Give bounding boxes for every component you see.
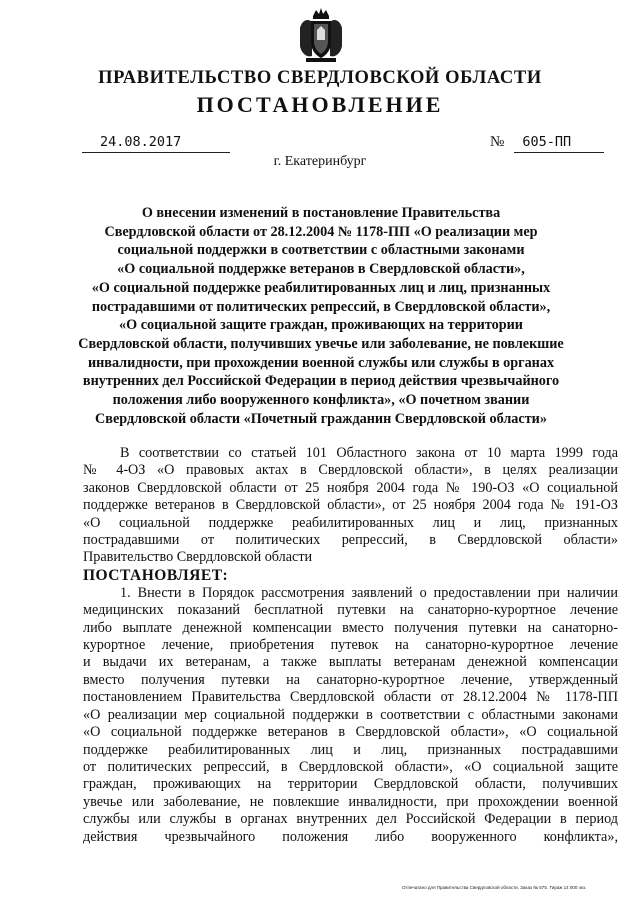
clause-line: поддержке реабилитированных лиц и лиц, признанных пострадавшими bbox=[83, 741, 618, 758]
organization-title: ПРАВИТЕЛЬСТВО СВЕРДЛОВСКОЙ ОБЛАСТИ bbox=[98, 68, 542, 88]
document-title bbox=[78, 204, 564, 428]
coat-of-arms-icon bbox=[296, 6, 346, 66]
title-line: социальной поддержки в соответствии с областными законами bbox=[117, 242, 525, 259]
title-line: положения либо вооруженного конфликта», «О почетном звании bbox=[112, 392, 530, 409]
clause-line: медицинских показаний бесплатной путевки на санаторно-курортное лечение bbox=[83, 602, 618, 619]
clause-line: и выдачи их ветеранам, а также выплаты ветеранам денежной компенсации bbox=[83, 654, 618, 671]
document-body bbox=[83, 445, 618, 846]
clause-line: курортное лечение, приобретения путевок на санаторно-курортное лечение bbox=[83, 637, 618, 654]
document-number: 605-ПП bbox=[514, 134, 604, 153]
title-line: инвалидности, при прохождении военной службы или службы в органах bbox=[87, 354, 555, 371]
clause-line: постановлением Правительства Свердловской области от 28.12.2004 № 1178-ПП bbox=[83, 689, 618, 706]
document-type: ПОСТАНОВЛЕНИЕ bbox=[196, 92, 444, 117]
number-sign: № bbox=[490, 134, 505, 150]
preamble-line: законов Свердловской области от 25 ноября 2004 года № 190-ОЗ «О социальной bbox=[83, 479, 618, 496]
preamble-line: В соответствии со статьей 101 Областного закона от 10 марта 1999 года bbox=[120, 445, 618, 461]
preamble-line: Правительство Свердловской области bbox=[83, 549, 313, 566]
title-line: Свердловской области «Почетный гражданин Свердловской области» bbox=[95, 410, 547, 427]
title-line: Свердловской области от 28.12.2004 № 1178-ПП «О реализации мер bbox=[104, 223, 538, 240]
title-line: внутренних дел Российской Федерации в период действия чрезвычайного bbox=[82, 373, 560, 390]
clause-line: либо выплате денежной компенсации вместо получения путевки на санаторно- bbox=[83, 619, 618, 636]
clause-line: увечье или заболевание, не повлекшие инвалидности, при прохождении военной bbox=[83, 793, 618, 810]
preamble-line: поддержке ветеранов в Свердловской области», от 25 ноября 2004 года № 191-ОЗ bbox=[83, 497, 618, 514]
title-line: пострадавшими от политических репрессий, в Свердловской области», bbox=[91, 298, 551, 315]
title-line: Свердловской области, получивших увечье или заболевание, не повлекшие bbox=[78, 335, 564, 352]
clause-line: от политических репрессий, в Свердловской области», «О социальной защите bbox=[83, 758, 618, 775]
clause-line: «О реализации мер социальной поддержки в соответствии с областными законами bbox=[83, 706, 618, 723]
document-date: 24.08.2017 bbox=[82, 134, 230, 153]
document-number-field bbox=[490, 134, 604, 153]
print-footer: Отпечатано для Правительства Свердловской области. Заказ № 575. Тираж 14 000 экз. bbox=[402, 885, 587, 890]
clause-line: граждан, проживающих на территории Свердловской области, получивших bbox=[83, 776, 618, 793]
preamble-line: № 4-ОЗ «О правовых актах в Свердловской области», в целях реализации bbox=[83, 462, 618, 479]
clause-line: действия чрезвычайного положения либо вооруженного конфликта», bbox=[83, 828, 618, 845]
title-line: О внесении изменений в постановление Правительства bbox=[141, 205, 501, 221]
preamble-line: «О социальной поддержке реабилитированных лиц и лиц, признанных bbox=[83, 514, 618, 531]
clause-line: вместо получения путевки на санаторно-курортное лечение, утвержденный bbox=[83, 671, 618, 688]
title-line: «О социальной поддержке реабилитированных лиц и лиц, признанных bbox=[91, 279, 551, 296]
clause-line: «О социальной поддержке ветеранов в Свердловской области», «О социальной bbox=[83, 724, 618, 741]
decree-word: ПОСТАНОВЛЯЕТ: bbox=[83, 566, 229, 584]
city: г. Екатеринбург bbox=[273, 154, 367, 169]
title-line: «О социальной поддержке ветеранов в Свердловской области», bbox=[117, 261, 525, 278]
clause-line: 1. Внести в Порядок рассмотрения заявлений о предоставлении при наличии bbox=[120, 584, 618, 601]
preamble-line: пострадавшими от политических репрессий, в Свердловской области» bbox=[83, 532, 618, 549]
clause-line: службы или службы в органах внутренних дел Российской Федерации в период bbox=[83, 811, 618, 828]
title-line: «О социальной защите граждан, проживающих на территории bbox=[119, 317, 523, 334]
